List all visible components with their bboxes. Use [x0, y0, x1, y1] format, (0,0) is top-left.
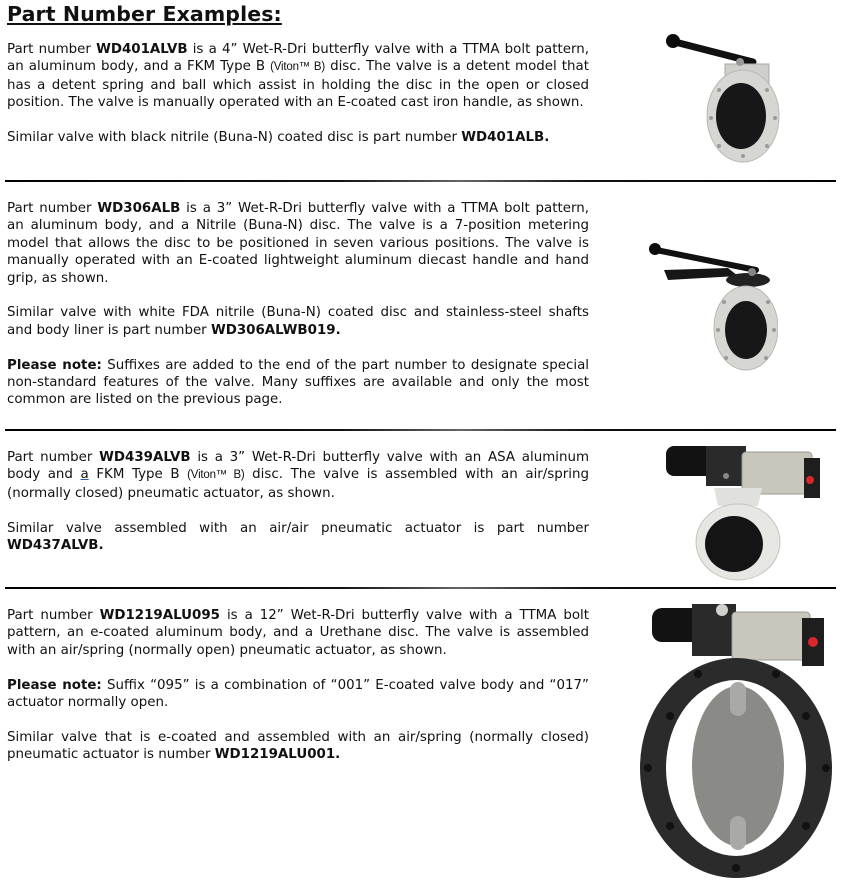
example-section-wd306alb	[7, 200, 589, 409]
valve-image-wd401alvb	[655, 28, 785, 170]
note-label: Please note:	[7, 357, 102, 373]
valve-image-wd439alvb	[662, 440, 827, 582]
similar-valve-paragraph: Similar valve that is e-coated and assembled with an air/spring (normally closed) pneumatic actuator is number WD1219ALU001.	[7, 729, 589, 763]
description-paragraph: Part number WD401ALVB is a 4” Wet-R-Dri butterfly valve with a TTMA bolt pattern, an aluminum body, and a FKM Type B (Viton™ B) disc. The valve is a detent model that has a detent spring and ball which assist in holding the disc in the open or closed position. The valve is manually operated with an E-coated cast iron handle, as shown.	[7, 42, 589, 111]
part-number: WD437ALVB.	[7, 538, 104, 554]
example-section-wd1219alu095	[7, 607, 589, 764]
part-number: WD401ALVB	[96, 42, 188, 57]
trademark-note: (Viton™ B)	[270, 61, 325, 74]
please-note-paragraph: Please note: Suffix “095” is a combination of “001” E-coated valve body and “017” actuator normally open.	[7, 677, 589, 711]
part-number: WD401ALB.	[461, 130, 550, 146]
similar-valve-paragraph: Similar valve with black nitrile (Buna-N) coated disc is part number WD401ALB.	[7, 130, 550, 146]
part-number: WD306ALWB019.	[210, 322, 341, 338]
description-paragraph: Part number WD1219ALU095 is a 12” Wet-R-Dri butterfly valve with a TTMA bolt pattern, an e-coated aluminum body, and a Urethane disc. The valve is assembled with an air/spring (normally open) pneumatic actuator, as shown.	[7, 608, 589, 658]
part-number: WD1219ALU095	[99, 608, 220, 623]
underlined-word: a	[80, 467, 89, 483]
please-note-paragraph: Please note: Suffixes are added to the end of the part number to designate special non-standard features of the valve. Many suffixes are available and only the most common are listed on the previous page.	[7, 357, 590, 408]
description-paragraph: Part number WD306ALB is a 3” Wet-R-Dri butterfly valve with a TTMA bolt pattern, an aluminum body, and a Nitrile (Buna-N) disc. The valve is a 7-position metering model that allows the disc to be positioned in seven various positions. The valve is manually operated with an E-coated lightweight aluminum diecast handle and hand grip, as shown.	[7, 201, 589, 286]
manual-butterfly-valve-icon	[655, 28, 785, 170]
description-paragraph: Part number WD439ALVB is a 3” Wet-R-Dri butterfly valve with an ASA aluminum body and a FKM Type B (Viton™ B) disc. The valve is assembled with an air/spring (normally closed) pneumatic actuator, as shown.	[7, 450, 589, 501]
large-pneumatic-butterfly-valve-icon	[630, 598, 840, 883]
note-label: Please note:	[7, 677, 102, 693]
similar-valve-paragraph: Similar valve with white FDA nitrile (Buna-N) coated disc and stainless-steel shafts and body liner is part number WD306ALWB019.	[7, 305, 589, 338]
part-number: WD1219ALU001.	[214, 747, 341, 763]
example-section-wd401alvb	[7, 41, 589, 146]
valve-image-wd306alb	[648, 240, 778, 380]
page-title: Part Number Examples:	[7, 2, 282, 26]
part-number: WD306ALB	[97, 201, 181, 216]
valve-image-wd1219alu095	[630, 598, 840, 883]
trademark-note: (Viton™ B)	[187, 469, 245, 482]
example-section-wd439alvb	[7, 449, 589, 554]
manual-butterfly-valve-icon	[648, 240, 778, 380]
section-divider	[5, 429, 836, 431]
section-divider	[5, 587, 836, 589]
section-divider	[5, 180, 836, 182]
similar-valve-paragraph: Similar valve assembled with an air/air pneumatic actuator is part number WD437ALVB.	[7, 520, 589, 554]
part-number: WD439ALVB	[99, 450, 191, 465]
pneumatic-butterfly-valve-icon	[662, 440, 827, 582]
